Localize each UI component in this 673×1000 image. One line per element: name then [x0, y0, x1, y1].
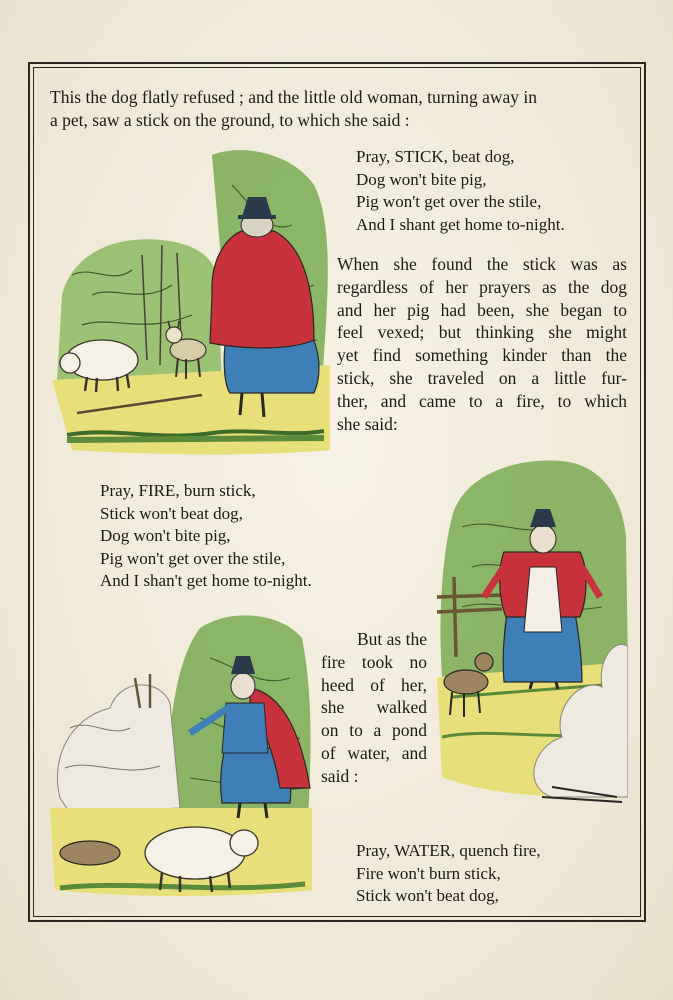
para-line: said :: [321, 765, 359, 786]
intro-line-1: This the dog flatly refused ; and the little old woman, turning away in: [50, 87, 537, 107]
para-line: of water, and: [321, 742, 427, 763]
verse-line: And I shan't get home to-night.: [100, 571, 312, 590]
verse-line: Stick won't beat dog,: [356, 886, 499, 905]
verse-line: Pig won't get over the stile,: [100, 548, 286, 568]
verse-line: Stick won't beat dog,: [100, 503, 243, 523]
para-line: When she found the stick was as: [337, 254, 627, 274]
verse-line: Pray, STICK, beat dog,: [356, 147, 515, 166]
verse-line: Dog won't bite pig,: [100, 526, 231, 545]
para-line: fire took no: [321, 651, 427, 672]
para-line: But as the: [357, 629, 427, 649]
verse-water: [356, 840, 541, 908]
para-line: she said:: [337, 413, 398, 434]
verse-line: Pray, WATER, quench fire,: [356, 841, 541, 860]
para-line: and her pig had been, she began to: [337, 299, 627, 320]
verse-line: Pig won't get over the stile,: [356, 192, 542, 211]
illustration-woman-fire: [432, 457, 628, 817]
smoke-shape: [57, 685, 180, 813]
dog-shape: [60, 841, 120, 865]
para-line: ther, and came to a fire, to which: [337, 390, 627, 411]
para-line: stick, she traveled on a little fur-: [337, 367, 627, 388]
pig-shape: [145, 827, 245, 879]
verse-line: And I shant get home to-night.: [356, 214, 565, 234]
verse-fire: [100, 480, 312, 593]
para-line: yet find something kinder than the: [337, 345, 627, 366]
verse-line: Pray, FIRE, burn stick,: [100, 481, 256, 500]
para-line: feel vexed; but thinking she might: [337, 322, 627, 343]
verse-line: Dog won't bite pig,: [356, 169, 487, 189]
intro-line-2: a pet, saw a stick on the ground, to which she said :: [50, 110, 410, 130]
paragraph-stick-fire: [337, 253, 627, 435]
para-line: regardless of her prayers as the dog: [337, 276, 627, 297]
para-line: she walked: [321, 697, 427, 718]
illustration-woman-fire-pig: [50, 608, 312, 898]
para-line: on to a pond: [321, 720, 427, 741]
verse-stick: [356, 146, 565, 236]
para-line: heed of her,: [321, 674, 427, 695]
dog-shape: [444, 670, 488, 694]
paragraph-fire-water: [321, 628, 427, 788]
illustration-woman-pig-dog: [52, 145, 330, 457]
verse-line: Fire won't burn stick,: [356, 863, 501, 883]
